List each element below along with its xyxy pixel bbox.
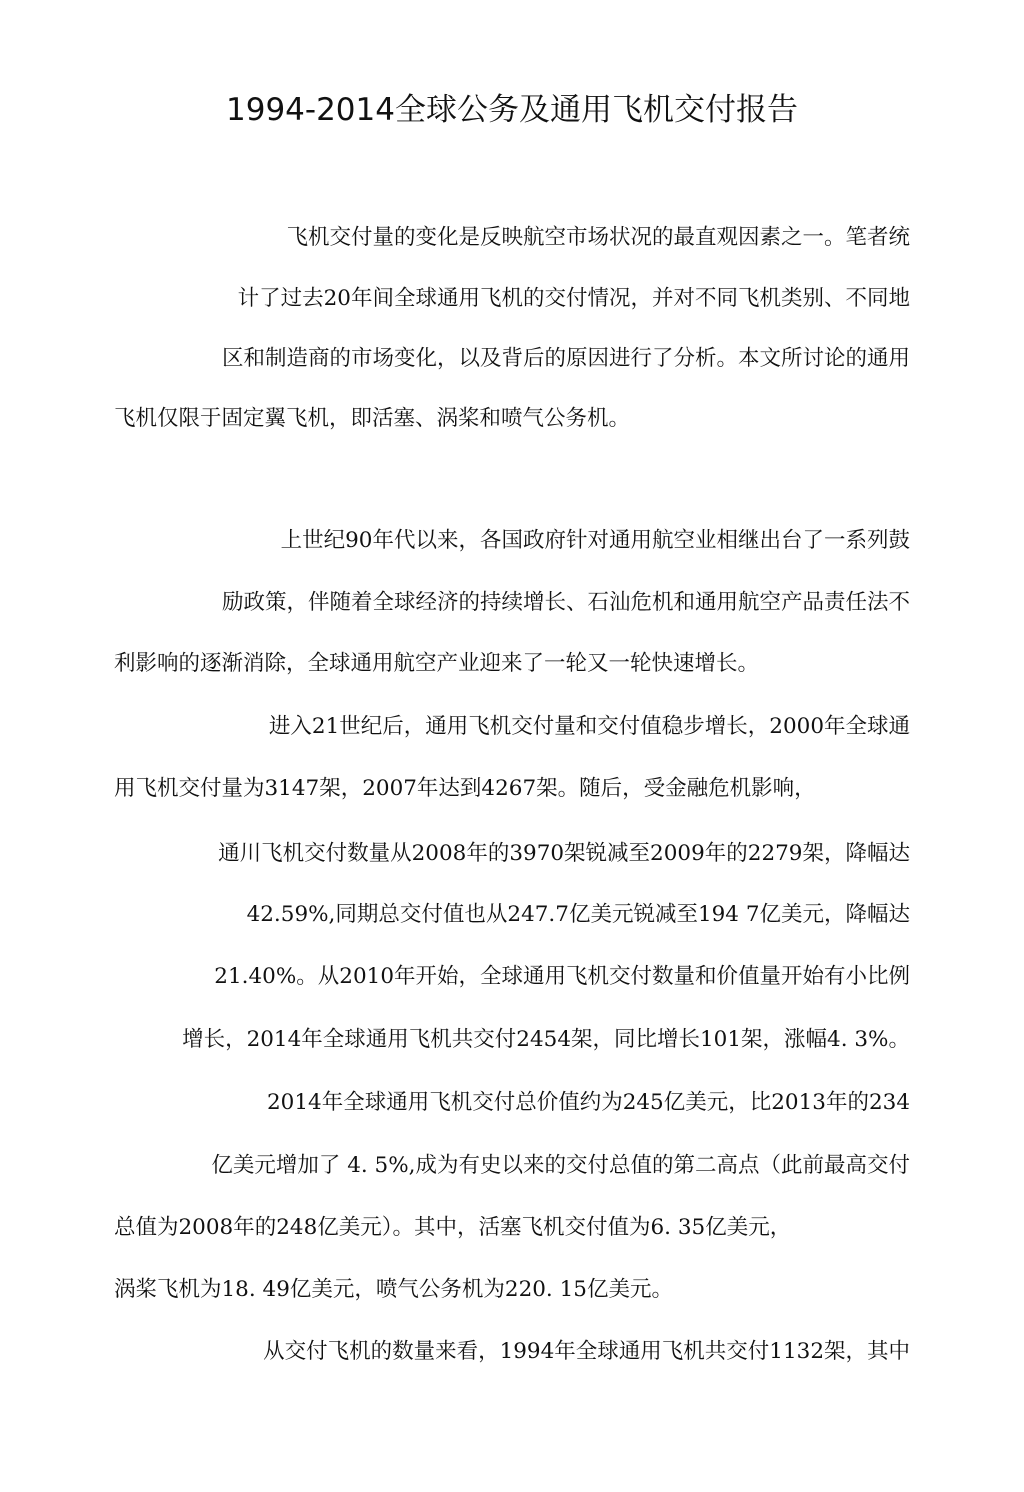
paragraph-line: 计了过去20年间全球通用飞机的交付情况，并对不同飞机类别、不同地 bbox=[237, 286, 910, 311]
paragraph-line: 从交付飞机的数量来看，1994年全球通用飞机共交付1132架，其中 bbox=[263, 1339, 910, 1364]
paragraph-line: 利影响的逐渐消除，全球通用航空产业迎来了一轮又一轮快速增长。 bbox=[114, 651, 760, 676]
paragraph-line: 飞机仅限于固定翼飞机，即活塞、涡桨和喷气公务机。 bbox=[114, 406, 631, 431]
paragraph-line: 亿美元增加了 4. 5%,成为有史以来的交付总值的第二高点（此前最高交付 bbox=[211, 1153, 910, 1178]
paragraph-line: 励政策，伴随着全球经济的持续增长、石汕危机和通用航空产品责任法不 bbox=[221, 590, 910, 615]
document-title: 1994-2014全球公务及通用飞机交付报告 bbox=[226, 92, 798, 128]
paragraph-line: 飞机交付量的变化是反映航空市场状况的最直观因素之一。笔者统 bbox=[286, 225, 910, 250]
paragraph-line: 42.59%,同期总交付值也从247.7亿美元锐减至194 7亿美元，降幅达 bbox=[246, 902, 910, 927]
paragraph-line: 涡桨飞机为18. 49亿美元，喷气公务机为220. 15亿美元。 bbox=[114, 1277, 673, 1302]
paragraph-line: 21.40%。从2010年开始，全球通用飞机交付数量和价值量开始有小比例 bbox=[214, 964, 910, 989]
paragraph-line: 总值为2008年的248亿美元）。其中，活塞飞机交付值为6. 35亿美元， bbox=[114, 1215, 792, 1240]
paragraph-line: 通川飞机交付数量从2008年的3970架锐减至2009年的2279架，降幅达 bbox=[218, 841, 910, 866]
paragraph-line: 进入21世纪后，通用飞机交付量和交付值稳步增长，2000年全球通 bbox=[268, 714, 910, 739]
paragraph-line: 上世纪90年代以来，各国政府针对通用航空业相继出台了一系列鼓 bbox=[280, 528, 910, 553]
paragraph-line: 用飞机交付量为3147架，2007年达到4267架。随后，受金融危机影响， bbox=[114, 776, 816, 801]
paragraph-line: 2014年全球通用飞机交付总价值约为245亿美元，比2013年的234 bbox=[266, 1090, 910, 1115]
paragraph-line: 区和制造商的市场变化，以及背后的原因进行了分析。本文所讨论的通用 bbox=[221, 346, 910, 371]
paragraph-line: 增长，2014年全球通用飞机共交付2454架，同比增长101架，涨幅4. 3%。 bbox=[182, 1027, 910, 1052]
